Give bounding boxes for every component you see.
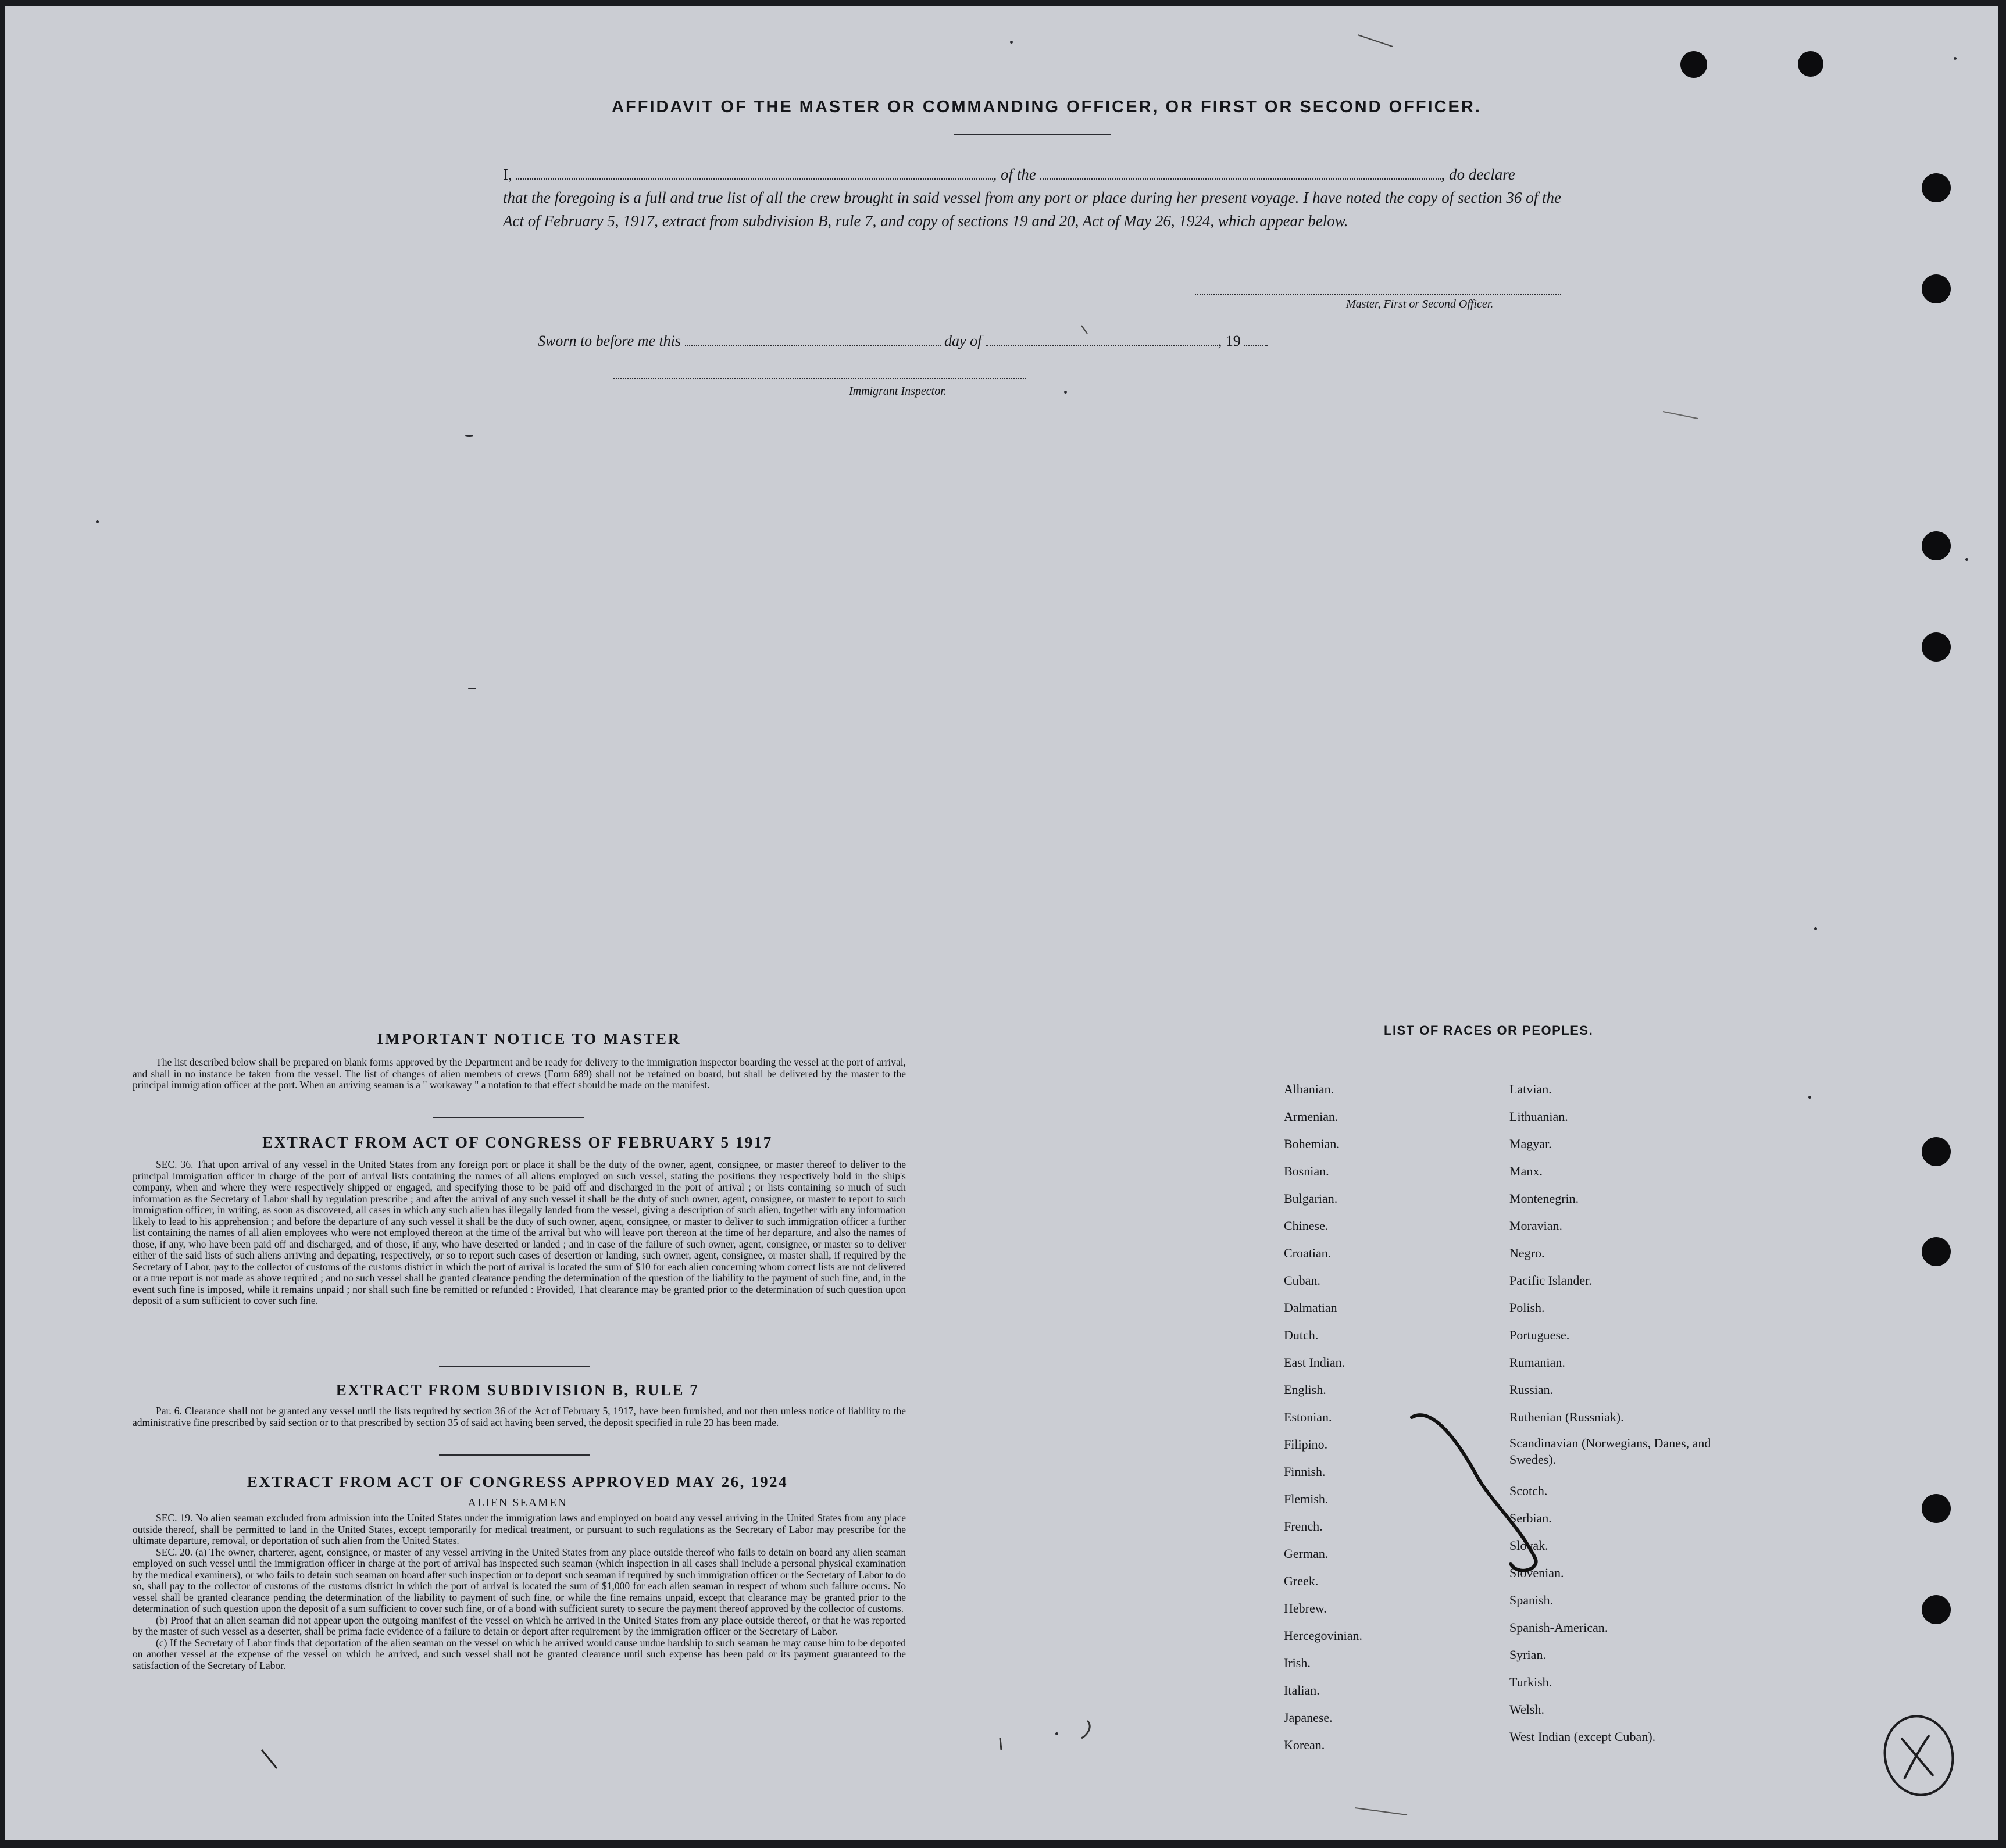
race-list-item: Russian. <box>1509 1382 1554 1397</box>
scan-speck <box>1808 1096 1811 1099</box>
x-mark <box>1901 1735 1933 1779</box>
race-list-item: Estonian. <box>1284 1410 1332 1424</box>
race-list-item: Bosnian. <box>1284 1164 1329 1178</box>
race-list-item: Filipino. <box>1284 1437 1328 1452</box>
race-list-item: Negro. <box>1509 1246 1545 1260</box>
inspector-label: Immigrant Inspector. <box>849 385 947 398</box>
race-list-item: Polish. <box>1509 1300 1545 1315</box>
race-list-item: Dalmatian <box>1284 1300 1337 1315</box>
race-list-item: Bulgarian. <box>1284 1191 1338 1206</box>
race-list-item: West Indian (except Cuban). <box>1509 1729 1656 1744</box>
year-prefix: , 19 <box>1218 333 1241 349</box>
race-list-item: Chinese. <box>1284 1218 1329 1233</box>
race-list-item: Armenian. <box>1284 1109 1338 1124</box>
race-list-item: Turkish. <box>1509 1675 1552 1689</box>
scan-scratch <box>1081 326 1087 334</box>
do-declare-label: , do declare <box>1441 166 1515 183</box>
race-list-item: Moravian. <box>1509 1218 1563 1233</box>
of-the-label: , of the <box>993 166 1036 183</box>
race-list-item: Cuban. <box>1284 1273 1320 1288</box>
scan-scratch <box>1358 35 1393 47</box>
notice-paragraph: The list described below shall be prepared on blank forms approved by the Department and be ready for delivery to the immigration inspector boarding the vessel at the port of arrival, and shall in no instance be taken from the vessel. The list of changes of alien members of crews (Form 689) shall not be retained on board, but shall be delivered by the master to the principal immigration officer at the port. When an arriving seaman is a " workaway " a notation to that effect should be made on the manifest. <box>133 1056 906 1091</box>
race-list-item: Rumanian. <box>1509 1355 1565 1370</box>
race-list-item: Greek. <box>1284 1574 1319 1588</box>
scan-speck <box>465 435 473 437</box>
scan-scratch <box>1081 1721 1090 1738</box>
race-list-item: Pacific Islander. <box>1509 1273 1592 1288</box>
sec-20a-paragraph: SEC. 20. (a) The owner, charterer, agent, consignee, or master of any vessel arriving in the United States from any place outside thereof who fails to detain on board any alien seaman employed on such vessel until the immigration officer in charge at the port of arrival has inspected such seaman (which inspection in all cases shall include a personal physical examination by the medical examiners), or who fails to detain such seaman on board after such inspection or to deport such seaman if required by such immigration officer or the Secretary of Labor to do so, shall pay to the collector of customs of the customs district in which the port of arrival is located the sum of $1,000 for each alien seaman in respect of whom such failure occurs. No vessel shall be granted clearance pending the determination of the liability to payment of such fine, or while the fine remains unpaid, except that clearance may be granted prior to the determination of such question upon the deposit of a sum sufficient to cover such fine, or of a bond with sufficient surety to secure the payment thereof approved by the collector of customs. <box>133 1546 906 1614</box>
race-list-item: Dutch. <box>1284 1328 1319 1342</box>
race-list-item: Welsh. <box>1509 1702 1544 1717</box>
extract-1924-title: EXTRACT FROM ACT OF CONGRESS APPROVED MAY 26, 1924 <box>247 1473 788 1490</box>
extract-rule7-title: EXTRACT FROM SUBDIVISION B, RULE 7 <box>335 1381 699 1399</box>
scan-speck <box>1954 57 1957 60</box>
race-list-item: German. <box>1284 1546 1329 1561</box>
race-list-item: Hebrew. <box>1284 1601 1327 1615</box>
scan-scratch <box>1000 1738 1001 1750</box>
race-list-item: Slovak. <box>1509 1538 1548 1553</box>
race-list-item: Spanish-American. <box>1509 1620 1608 1635</box>
race-list-item: East Indian. <box>1284 1355 1345 1370</box>
race-list-item: Lithuanian. <box>1509 1109 1568 1124</box>
affidavit-title: AFFIDAVIT OF THE MASTER OR COMMANDING OFFICER, OR FIRST OR SECOND OFFICER. <box>612 98 1482 116</box>
sec-20b-paragraph: (b) Proof that an alien seaman did not appear upon the outgoing manifest of the vessel on which he arrived in the United States from any place outside thereof, or that he was reported by the master of such vessel as a deserter, shall be prima facie evidence of a failure to detain or deport after requirement by the immigration officer or the Secretary of Labor. <box>133 1614 906 1637</box>
race-list-item: Spanish. <box>1509 1593 1554 1607</box>
scan-speck <box>1010 41 1013 44</box>
day-of-label: day of <box>944 333 982 349</box>
scan-scratch <box>262 1750 277 1768</box>
race-list-item: Serbian. <box>1509 1511 1552 1525</box>
scan-speck <box>96 520 99 523</box>
alien-seamen-subtitle: ALIEN SEAMEN <box>467 1496 567 1509</box>
extract-1917-title: EXTRACT FROM ACT OF CONGRESS OF FEBRUARY 5 1917 <box>262 1134 773 1151</box>
notice-title: IMPORTANT NOTICE TO MASTER <box>377 1030 681 1048</box>
race-list-item: Bohemian. <box>1284 1136 1340 1151</box>
race-list-item: Scandinavian (Norwegians, Danes, and Swedes). <box>1509 1436 1711 1467</box>
race-list-item: English. <box>1284 1382 1326 1397</box>
scan-speck <box>1814 927 1817 930</box>
race-list-item: Irish. <box>1284 1656 1311 1670</box>
race-list-item: Italian. <box>1284 1683 1320 1697</box>
race-list-item: French. <box>1284 1519 1323 1534</box>
race-list-item: Japanese. <box>1284 1710 1333 1725</box>
races-title: LIST OF RACES OR PEOPLES. <box>1384 1023 1594 1038</box>
race-list-item: Scotch. <box>1509 1484 1548 1498</box>
race-list-item: Finnish. <box>1284 1464 1326 1479</box>
declaration-body: that the foregoing is a full and true list of all the crew brought in said vessel from any port or place during her present voyage. I have noted the copy of section 36 of the Act of February 5, 1917, extract from subdivision B, rule 7, and copy of sections 19 and 20, Act of May 26, 1924, which appear below. <box>503 189 1561 230</box>
race-list-item: Syrian. <box>1509 1647 1546 1662</box>
race-list-item: Portuguese. <box>1509 1328 1570 1342</box>
race-list-item: Slovenian. <box>1509 1565 1564 1580</box>
race-list-item: Latvian. <box>1509 1082 1552 1096</box>
race-list-item: Korean. <box>1284 1738 1325 1752</box>
sec-20c-paragraph: (c) If the Secretary of Labor finds that deportation of the alien seaman on the vessel on which he arrived would cause undue hardship to such seaman he may cause him to be deported on another vessel at the expense of the vessel on which he arrived, and such vessel shall not be granted clearance until such expense has been paid or its payment guaranteed to the satisfaction of the Secretary of Labor. <box>133 1636 906 1671</box>
sec-19-paragraph: SEC. 19. No alien seaman excluded from admission into the United States under the immigration laws and employed on board any vessel arriving in the United States from any place outside thereof, shall be permitted to land in the United States, except temporarily for medical treatment, or pursuant to such regulations as the Secretary of Labor may prescribe for the ultimate departure, removal, or deportation of such alien from the United States. <box>133 1512 906 1546</box>
declarant-prefix: I, <box>503 166 512 183</box>
sec-36-paragraph: SEC. 36. That upon arrival of any vessel in the United States from any foreign port or place it shall be the duty of the owner, agent, consignee, or master thereof to deliver to the principal immigration officer in charge of the port of arrival lists containing the names of all aliens employed on such vessel, stating the positions they respectively hold in the ship's company, when and where they were respectively shipped or engaged, and specifying those to be paid off and discharged in the port of arrival ; or lists containing so much of such information as the Secretary of Labor shall by regulation prescribe ; and after the arrival of any such vessel it shall be the duty of such owner, agent, consignee, or master to report to such immigration officer, in writing, as soon as discovered, all cases in which any such alien has illegally landed from the vessel, giving a description of such alien, together with any information likely to lead to his apprehension ; and before the departure of any such vessel it shall be the duty of such owner, agent, consignee, or master to deliver to such immigration officer a further list containing the names of all alien employees who were not employed thereon at the time of the arrival but who will leave port thereon at the time of her departure, and also the names of those, if any, who have been paid off and discharged, and of those, if any, who have deserted or landed ; and in case of the failure of such owner, agent, consignee, or master so to deliver either of the said lists of such aliens arriving and departing, respectively, or so to report such cases of desertion or landing, such owner, agent, consignee, or master shall, if required by the Secretary of Labor, pay to the collector of customs of the customs district in which the port of arrival is located the sum of $10 for each alien concerning whom correct lists are not delivered or a true report is not made as above required ; and no such vessel shall be granted clearance pending the determination of the question of the liability to the payment of such fine, and, in the event such fine is imposed, while it remains unpaid ; nor shall such fine be remitted or refunded : Provided, That clearance may be granted prior to the determination of such question upon deposit of a sum sufficient to cover such fine. <box>133 1159 906 1306</box>
pen-stroke-mark <box>1412 1415 1536 1571</box>
scan-scratch <box>1355 1808 1407 1815</box>
scan-speck <box>1064 391 1067 394</box>
master-signature-label: Master, First or Second Officer. <box>1346 298 1494 310</box>
par-6-paragraph: Par. 6. Clearance shall not be granted any vessel until the lists required by section 36 of the Act of February 5, 1917, have been furnished, and not then unless notice of liability to the administrative fine prescribed by said section or to that prescribed by section 35 of said act having been served, the deposit specified in rule 23 has been made. <box>133 1405 906 1428</box>
race-list-item: Flemish. <box>1284 1492 1329 1506</box>
race-list-item: Montenegrin. <box>1509 1191 1579 1206</box>
scan-speck <box>468 688 476 689</box>
race-list-item: Manx. <box>1509 1164 1543 1178</box>
race-list-item: Ruthenian (Russniak). <box>1509 1410 1624 1424</box>
race-list-item: Hercegovinian. <box>1284 1628 1362 1643</box>
scan-speck <box>1965 558 1968 561</box>
race-list-item: Croatian. <box>1284 1246 1332 1260</box>
scan-speck <box>1055 1732 1058 1735</box>
race-list-item: Magyar. <box>1509 1136 1552 1151</box>
scan-scratch <box>1663 412 1698 419</box>
race-list-item: Albanian. <box>1284 1082 1334 1096</box>
sworn-label: Sworn to before me this <box>538 333 681 349</box>
circled-x-mark <box>1877 1710 1960 1801</box>
